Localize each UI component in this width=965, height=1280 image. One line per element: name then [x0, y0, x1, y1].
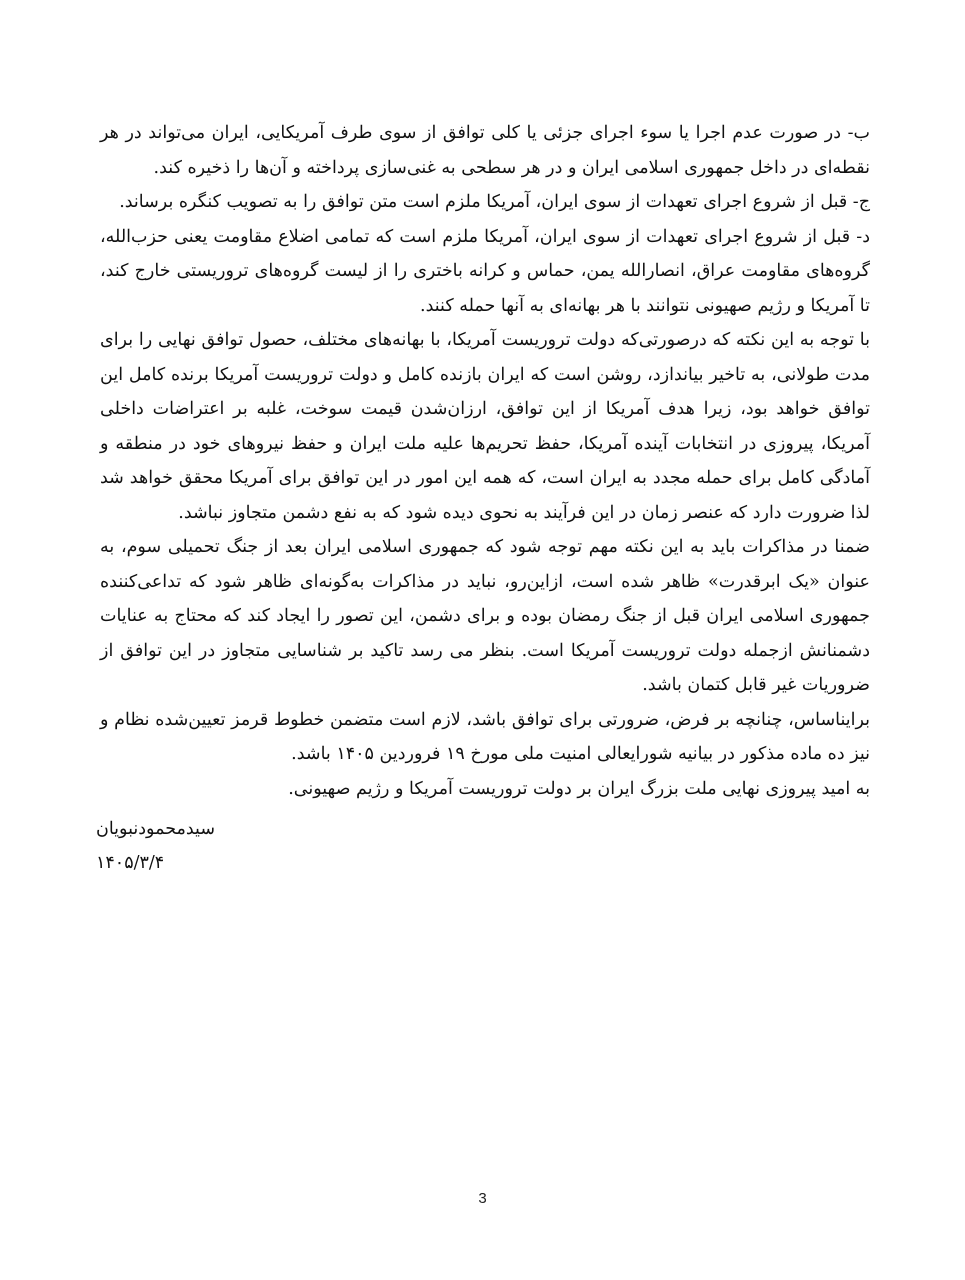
paragraph-j: ج- قبل از شروع اجرای تعهدات از سوی ایران، آمریکا ملزم است متن توافق را به تصویب کنگره برساند.	[119, 192, 870, 212]
paragraph-d: د- قبل از شروع اجرای تعهدات از سوی ایران، آمریکا ملزم است که تمامی اضلاع مقاومت یعنی حزب‌الله، گروه‌های مقاومت عراق، انصارالله یمن، حماس و کرانه باختری را از لیست گروه‌های تروریستی خارج کند، تا آمریکا و رژیم صهیونی نتوانند با هر بهانه‌ای به آنها حمله کنند.	[100, 226, 870, 316]
signature-name: سیدمحمودنبویان	[96, 819, 215, 839]
paragraph-b: ب- در صورت عدم اجرا یا سوء اجرای جزئی یا کلی توافق از سوی طرف آمریکایی، ایران می‌تواند در هر نقطه‌ای در داخل جمهوری اسلامی ایران و در هر سطحی به غنی‌سازی پرداخته و آن‌ها را ذخیره کند.	[100, 123, 870, 178]
document-body	[100, 116, 870, 806]
signature-block	[96, 812, 236, 880]
paragraph-closing: به امید پیروزی نهایی ملت بزرگ ایران بر دولت تروریست آمریکا و رژیم صهیونی.	[288, 778, 870, 799]
paragraph-analysis: با توجه به این نکته که درصورتی‌که دولت تروریست آمریکا، با بهانه‌های مختلف، حصول توافق نهایی را برای مدت طولانی، به تاخیر بیاندازد، روشن است که ایران بازنده کامل و دولت تروریست آمریکا برنده کامل این توافق خواهد بود، زیرا هدف آمریکا از این توافق، ارزان‌شدن قیمت سوخت، غلبه بر اعتراضات داخلی آمریکا، پیروزی در انتخابات آینده آمریکا، حفظ تحریم‌ها علیه ملت ایران و حفظ نیروهای خود در منطقه و آمادگی کامل برای حمله مجدد به ایران است، که همه این امور در این توافق برای آمریکا محقق خواهد شد لذا ضرورت دارد که عنصر زمان در این فرآیند به نحوی دیده شود که به نفع دشمن متجاوز نباشد.	[100, 330, 870, 523]
signature-date: ۱۴۰۵/۳/۴	[96, 853, 165, 873]
paragraph-conclusion: برایناساس، چنانچه بر فرض، ضرورتی برای توافق باشد، لازم است متضمن خطوط قرمز تعیین‌شده نظام و نیز ده ماده مذکور در بیانیه شورایعالی امنیت ملی مورخ ۱۹ فروردین ۱۴۰۵ باشد.	[100, 709, 870, 764]
paragraph-negotiations: ضمنا در مذاکرات باید به این نکته مهم توجه شود که جمهوری اسلامی ایران بعد از جنگ تحمیلی سوم، به عنوان «یک ابرقدرت» ظاهر شده است، ازاین‌رو، نباید در مذاکرات به‌گونه‌ای ظاهر شود که تداعی‌کننده جمهوری اسلامی ایران قبل از جنگ رمضان بوده و برای دشمن، این تصور را ایجاد کند که محتاج به عنایات دشمنانش ازجمله دولت تروریست آمریکا است. بنظر می رسد تاکید بر شناسایی متجاوز در این توافق از ضروریات غیر قابل کتمان باشد.	[100, 537, 870, 695]
page-number: 3	[478, 1190, 487, 1207]
